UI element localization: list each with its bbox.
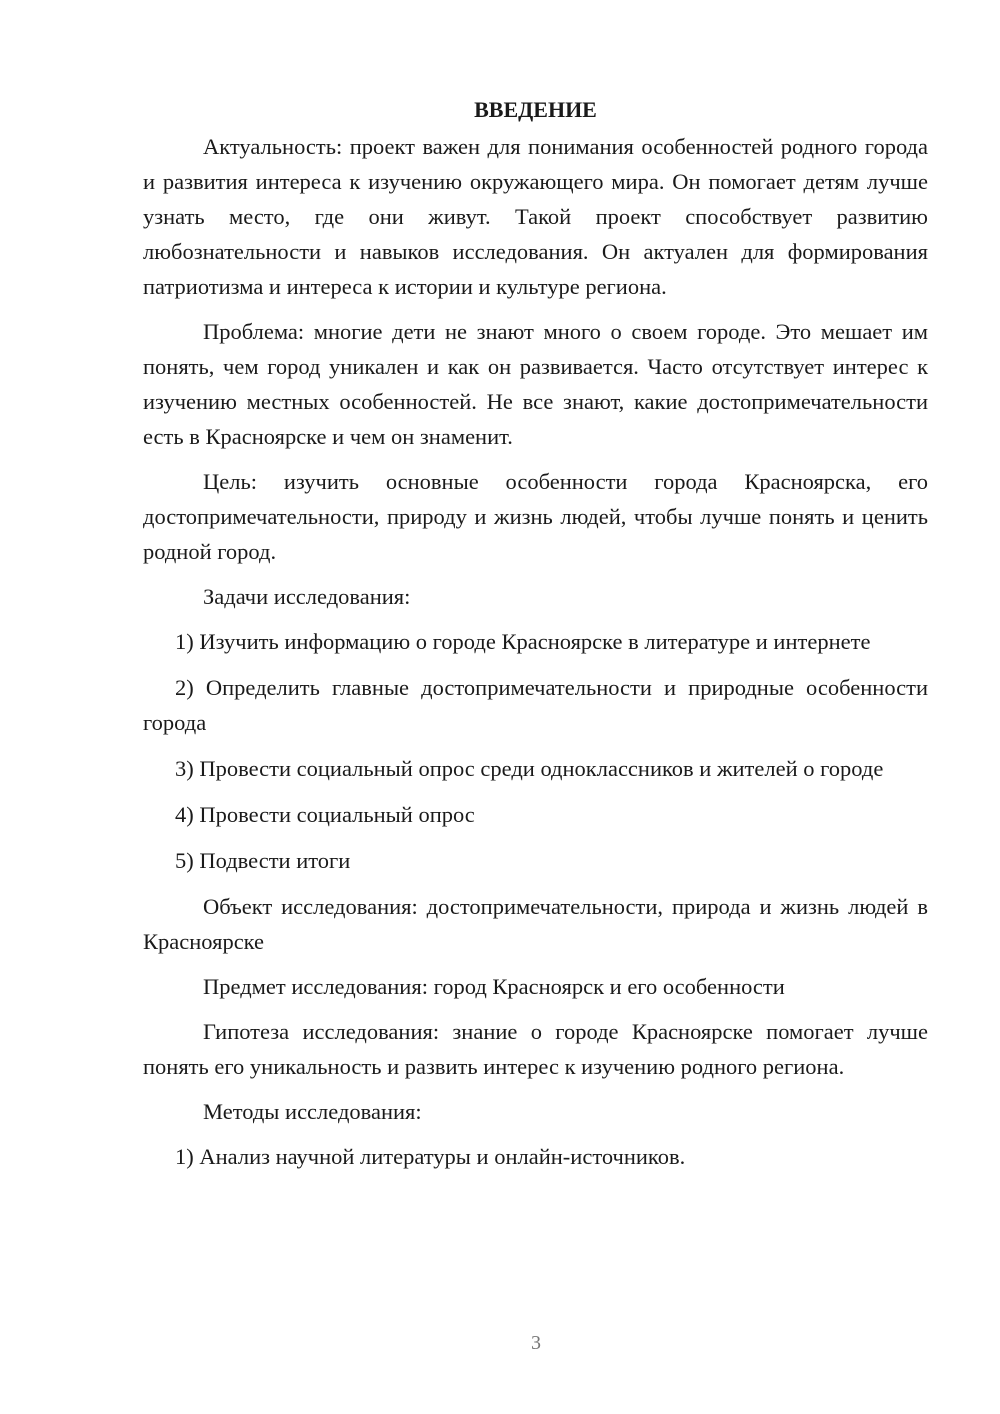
task-item-4: 4) Провести социальный опрос [175, 802, 475, 827]
subject-paragraph: Предмет исследования: город Красноярск и его особенности [203, 974, 785, 999]
methods-heading: Методы исследования: [203, 1099, 422, 1124]
problem-paragraph: Проблема: многие дети не знают много о своем городе. Это мешает им понять, чем город уникален и как он развивается. Часто отсутствует интерес к изучению местных особенностей. Не все знают, какие достопримечательности есть в Красноярске и чем он знаменит. [143, 319, 928, 449]
task-item-5: 5) Подвести итоги [175, 848, 351, 873]
hypothesis-paragraph: Гипотеза исследования: знание о городе Красноярске помогает лучше понять его уникальность и развить интерес к изучению родного региона. [143, 1019, 928, 1079]
page-title: ВВЕДЕНИЕ [474, 97, 597, 122]
task-item-2: 2) Определить главные достопримечательности и природные особенности города [143, 675, 928, 735]
method-item-1: 1) Анализ научной литературы и онлайн-источников. [175, 1144, 686, 1169]
goal-paragraph: Цель: изучить основные особенности города Красноярска, его достопримечательности, природу и жизнь людей, чтобы лучше понять и ценить родной город. [143, 469, 928, 564]
page-number: 3 [531, 1332, 541, 1354]
task-item-1: 1) Изучить информацию о городе Красноярске в литературе и интернете [175, 629, 871, 654]
document-page [143, 92, 928, 1185]
tasks-heading: Задачи исследования: [203, 584, 411, 609]
object-paragraph: Объект исследования: достопримечательности, природа и жизнь людей в Красноярске [143, 894, 928, 954]
relevance-paragraph: Актуальность: проект важен для понимания особенностей родного города и развития интереса к изучению окружающего мира. Он помогает детям лучше узнать место, где они живут. Такой проект способствует развитию любознательности и навыков исследования. Он актуален для формирования патриотизма и интереса к истории и культуре региона. [143, 134, 928, 299]
task-item-3: 3) Провести социальный опрос среди одноклассников и жителей о городе [175, 756, 884, 781]
